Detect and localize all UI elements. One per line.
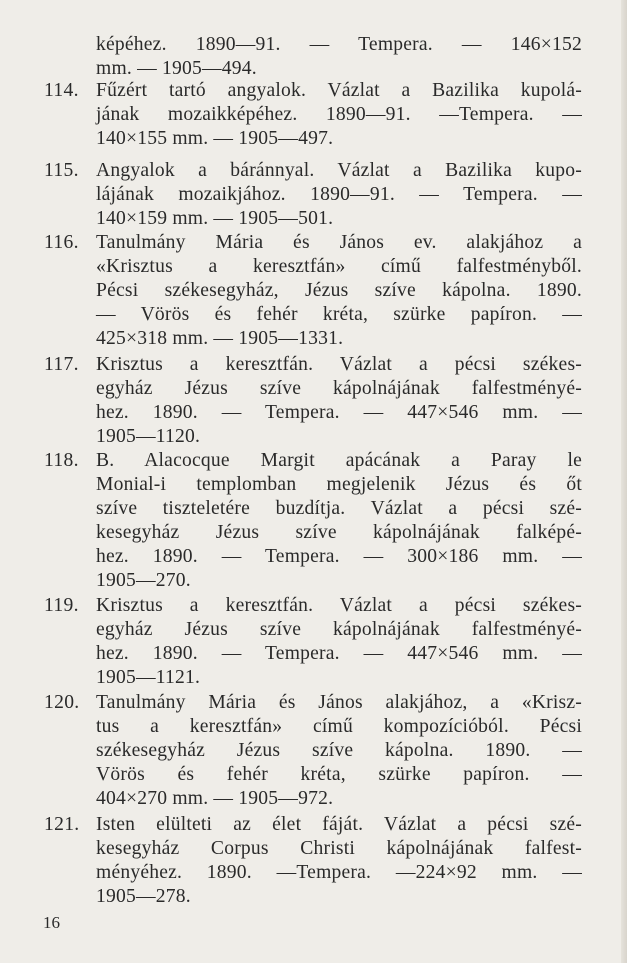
entry-line: Krisztus a keresztfán. Vázlat a pécsi székes-	[96, 595, 582, 616]
page-edge	[621, 0, 627, 963]
entry-number: 118.	[44, 450, 79, 471]
entry-line: egyház Jézus szíve kápolnájának falfestményé-	[96, 619, 582, 640]
entry-line: lájának mozaikjához. 1890—91. — Tempera. —	[96, 184, 582, 205]
entry-line: Vörös és fehér kréta, szürke papíron. —	[96, 764, 582, 785]
entry-line: — Vörös és fehér kréta, szürke papíron. —	[96, 304, 582, 325]
entry-line: 1905—1120.	[96, 426, 201, 447]
entry-line: 1905—1121.	[96, 667, 201, 688]
entry-line: tus a keresztfán» című kompozícióból. Pécsi	[96, 716, 582, 737]
entry-line: hez. 1890. — Tempera. — 447×546 mm. —	[96, 402, 582, 423]
entry-line: Tanulmány Mária és János ev. alakjához a	[96, 232, 582, 253]
entry-line: egyház Jézus szíve kápolnájának falfestményé-	[96, 378, 582, 399]
entry-number: 120.	[44, 692, 80, 713]
entry-line: 140×159 mm. — 1905—501.	[96, 208, 334, 229]
entry-line: szíve tiszteletére buzdítja. Vázlat a pécsi szé-	[96, 498, 582, 519]
entry-line: hez. 1890. — Tempera. — 300×186 mm. —	[96, 546, 582, 567]
entry-line: 1905—270.	[96, 570, 191, 591]
entry-line: «Krisztus a keresztfán» című falfestményből.	[96, 256, 582, 277]
entry-number: 117.	[44, 354, 79, 375]
entry-line: Angyalok a báránnyal. Vázlat a Bazilika kupo-	[96, 160, 582, 181]
entry-line: Monial-i templomban megjelenik Jézus és őt	[96, 474, 582, 495]
entry-line: 425×318 mm. — 1905—1331.	[96, 328, 344, 349]
entry-number: 115.	[44, 160, 79, 181]
entry-number: 114.	[44, 80, 79, 101]
entry-line: B. Alacocque Margit apácának a Paray le	[96, 450, 582, 471]
entry-number: 116.	[44, 232, 79, 253]
entry-line: Tanulmány Mária és János alakjához, a «Krisz-	[96, 692, 582, 713]
entry-line: 404×270 mm. — 1905—972.	[96, 788, 334, 809]
entry-line: hez. 1890. — Tempera. — 447×546 mm. —	[96, 643, 582, 664]
entry-line: mm. — 1905—494.	[96, 58, 257, 79]
entry-line: ményéhez. 1890. —Tempera. —224×92 mm. —	[96, 862, 582, 883]
entry-line: képéhez. 1890—91. — Tempera. — 146×152	[96, 34, 582, 55]
entry-line: kesegyház Jézus szíve kápolnájának falképé-	[96, 522, 582, 543]
entry-number: 121.	[44, 814, 80, 835]
entry-line: Pécsi székesegyház, Jézus szíve kápolna. 1890.	[96, 280, 582, 301]
entry-line: székesegyház Jézus szíve kápolna. 1890. —	[96, 740, 582, 761]
page-number: 16	[43, 913, 60, 932]
entry-line: Krisztus a keresztfán. Vázlat a pécsi székes-	[96, 354, 582, 375]
entry-line: 140×155 mm. — 1905—497.	[96, 128, 334, 149]
entry-number: 119.	[44, 595, 79, 616]
entry-line: jának mozaikképéhez. 1890—91. —Tempera. —	[96, 104, 582, 125]
entry-line: 1905—278.	[96, 886, 191, 907]
entry-line: Isten elülteti az élet fáját. Vázlat a pécsi szé-	[96, 814, 582, 835]
entry-line: Fűzért tartó angyalok. Vázlat a Bazilika kupolá-	[96, 80, 582, 101]
entry-line: kesegyház Corpus Christi kápolnájának falfest-	[96, 838, 582, 859]
